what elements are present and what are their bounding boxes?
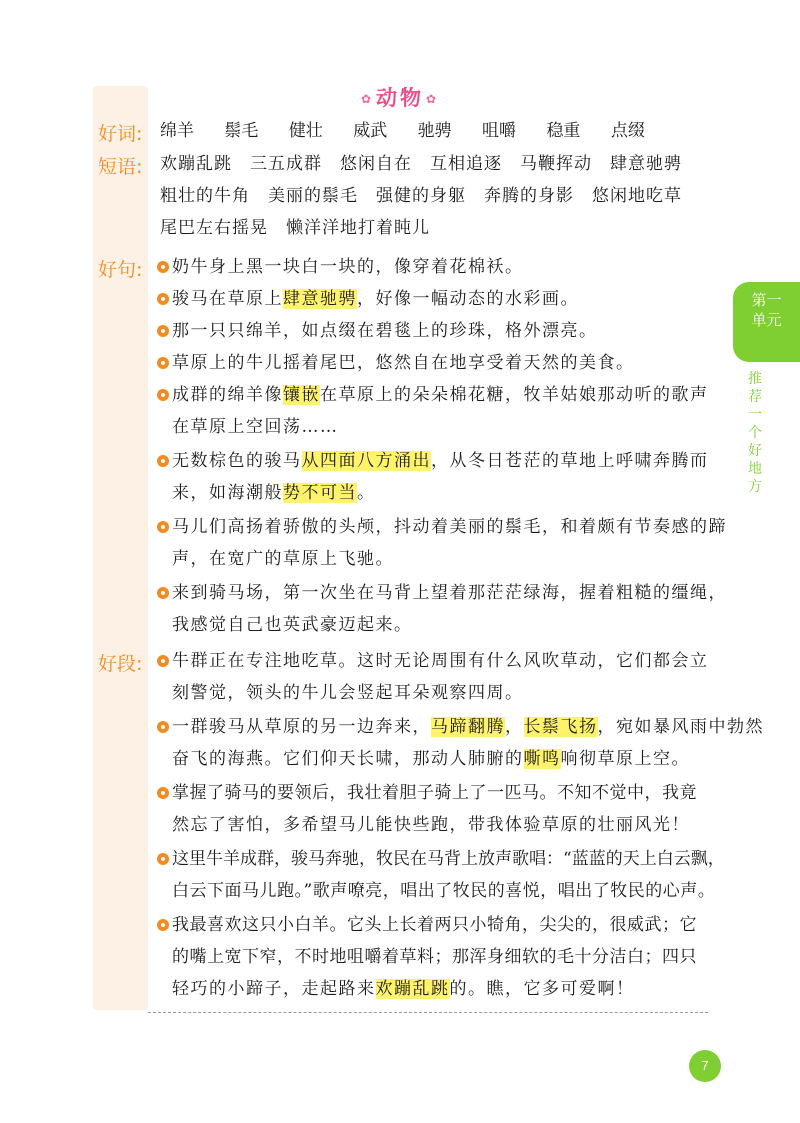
left-label-strip <box>93 86 148 1010</box>
unit-subtitle-char: 方 <box>748 479 762 495</box>
sentence-item: 草原上的牛儿摇着尾巴，悠然自在地享受着天然的美食。 <box>172 353 635 373</box>
title-ornament-left-icon: ✿ <box>360 92 374 106</box>
highlight: 欢蹦乱跳 <box>375 979 450 999</box>
word-item: 绵羊 <box>160 121 194 141</box>
word-item: 咀嚼 <box>482 121 517 141</box>
unit-subtitle-char: 一 <box>748 407 762 423</box>
sentence-item-cont: 来，如海潮般势不可当。 <box>172 483 376 503</box>
bullet-icon <box>157 521 169 533</box>
bullet-icon <box>157 389 169 401</box>
phrase-row: 粗壮的牛角 美丽的鬃毛 强健的身躯 奔腾的身影 悠闲地吃草 <box>160 186 682 206</box>
unit-subtitle-char: 荐 <box>748 389 762 405</box>
sentence-item: 来到骑马场，第一次坐在马背上望着那茫茫绿海，握着粗糙的缰绳， <box>172 583 727 603</box>
bullet-icon <box>157 261 169 273</box>
unit-subtitle-char: 好 <box>748 443 762 459</box>
unit-subtitle-char: 推 <box>748 371 762 387</box>
unit-subtitle-char: 个 <box>748 425 762 441</box>
sentence-item: 那一只只绵羊，如点缀在碧毯上的珍珠，格外漂亮。 <box>172 321 598 341</box>
paragraph-item: 这里牛羊成群，骏马奔驰，牧民在马背上放声歌唱：“蓝蓝的天上白云飘， <box>172 849 725 869</box>
highlight: 肆意驰骋 <box>283 289 357 309</box>
paragraph-item: 掌握了骑马的要领后，我壮着胆子骑上了一匹马。不知不觉中，我竟 <box>172 783 697 803</box>
paragraph-item-cont: 然忘了害怕，多希望马儿能快些跑，带我体验草原的壮丽风光！ <box>172 815 690 835</box>
word-item: 点缀 <box>610 121 645 141</box>
highlight: 长鬃飞扬 <box>523 717 598 737</box>
paragraph-item-cont: 刻警觉，领头的牛儿会竖起耳朵观察四周。 <box>172 683 524 703</box>
highlight: 势不可当 <box>283 483 357 503</box>
label-phrases: 短语: <box>98 156 143 178</box>
highlight: 马蹄翻腾 <box>431 717 505 737</box>
paragraph-item-cont: 奋飞的海燕。它们仰天长啸，那动人肺腑的嘶鸣响彻草原上空。 <box>172 749 690 769</box>
bullet-icon <box>157 293 169 305</box>
bullet-icon <box>157 655 169 667</box>
sentence-item: 无数棕色的骏马从四面八方涌出，从冬日苍茫的草地上呼啸奔腾而 <box>172 451 709 471</box>
sentence-item-cont: 声，在宽广的草原上飞驰。 <box>172 549 394 569</box>
sentence-item-cont: 在草原上空回荡…… <box>172 417 339 437</box>
bullet-icon <box>157 721 169 733</box>
section-title-wrap <box>0 82 800 112</box>
paragraph-item: 牛群正在专注地吃草。这时无论周围有什么风吹草动，它们都会立 <box>172 651 709 671</box>
paragraph-item-cont: 的嘴上宽下窄，不时地咀嚼着草料；那浑身细软的毛十分洁白；四只 <box>172 947 697 967</box>
paragraph-item: 一群骏马从草原的另一边奔来，马蹄翻腾，长鬃飞扬，宛如暴风雨中勃然 <box>172 717 764 737</box>
sentence-item-cont: 我感觉自己也英武豪迈起来。 <box>172 615 413 635</box>
sentence-item: 骏马在草原上肆意驰骋，好像一幅动态的水彩画。 <box>172 289 579 309</box>
label-good-paragraphs: 好段: <box>98 653 143 675</box>
sentence-item: 马儿们高扬着骄傲的头颅，抖动着美丽的鬃毛，和着颇有节奏感的蹄 <box>172 517 727 537</box>
bullet-icon <box>157 357 169 369</box>
label-good-words: 好词: <box>98 123 143 145</box>
word-item: 威武 <box>353 121 388 141</box>
bullet-icon <box>157 919 169 931</box>
unit-subtitle <box>742 370 768 496</box>
section-title <box>355 82 445 112</box>
unit-tab-line: 单元 <box>751 311 782 329</box>
word-item: 驰骋 <box>417 121 452 141</box>
paragraph-item: 我最喜欢这只小白羊。它头上长着两只小犄角，尖尖的，很威武；它 <box>172 915 697 935</box>
word-item: 健壮 <box>288 121 323 141</box>
bullet-icon <box>157 787 169 799</box>
highlight: 镶嵌 <box>283 385 320 405</box>
word-item: 稳重 <box>546 121 581 141</box>
page-number: 7 <box>689 1050 721 1082</box>
sentence-item: 奶牛身上黑一块白一块的，像穿着花棉袄。 <box>172 257 524 277</box>
unit-tab-line: 第一 <box>751 291 782 309</box>
paragraph-item-cont: 轻巧的小蹄子，走起路来欢蹦乱跳的。瞧，它多可爱啊！ <box>172 979 635 999</box>
bottom-divider <box>148 1012 708 1013</box>
highlight: 从四面八方涌出 <box>301 451 431 471</box>
bullet-icon <box>157 853 169 865</box>
sentence-item: 成群的绵羊像镶嵌在草原上的朵朵棉花糖，牧羊姑娘那动听的歌声 <box>172 385 709 405</box>
unit-subtitle-char: 地 <box>748 461 762 477</box>
unit-tab[interactable] <box>733 282 800 362</box>
title-ornament-right-icon: ✿ <box>426 92 440 106</box>
highlight: 嘶鸣 <box>523 749 561 769</box>
bullet-icon <box>157 455 169 467</box>
word-item: 鬃毛 <box>224 121 259 141</box>
phrase-row: 欢蹦乱跳 三五成群 悠闲自在 互相追逐 马鞭挥动 肆意驰骋 <box>160 154 682 174</box>
phrase-row: 尾巴左右摇晃 懒洋洋地打着盹儿 <box>160 218 430 238</box>
label-good-sentences: 好句: <box>98 259 143 281</box>
bullet-icon <box>157 325 169 337</box>
paragraph-item-cont: 白云下面马儿跑。”歌声嘹亮，唱出了牧民的喜悦，唱出了牧民的心声。 <box>172 881 716 901</box>
section-title-text: 动物 <box>376 86 424 110</box>
bullet-icon <box>157 587 169 599</box>
good-words-list <box>160 120 670 142</box>
